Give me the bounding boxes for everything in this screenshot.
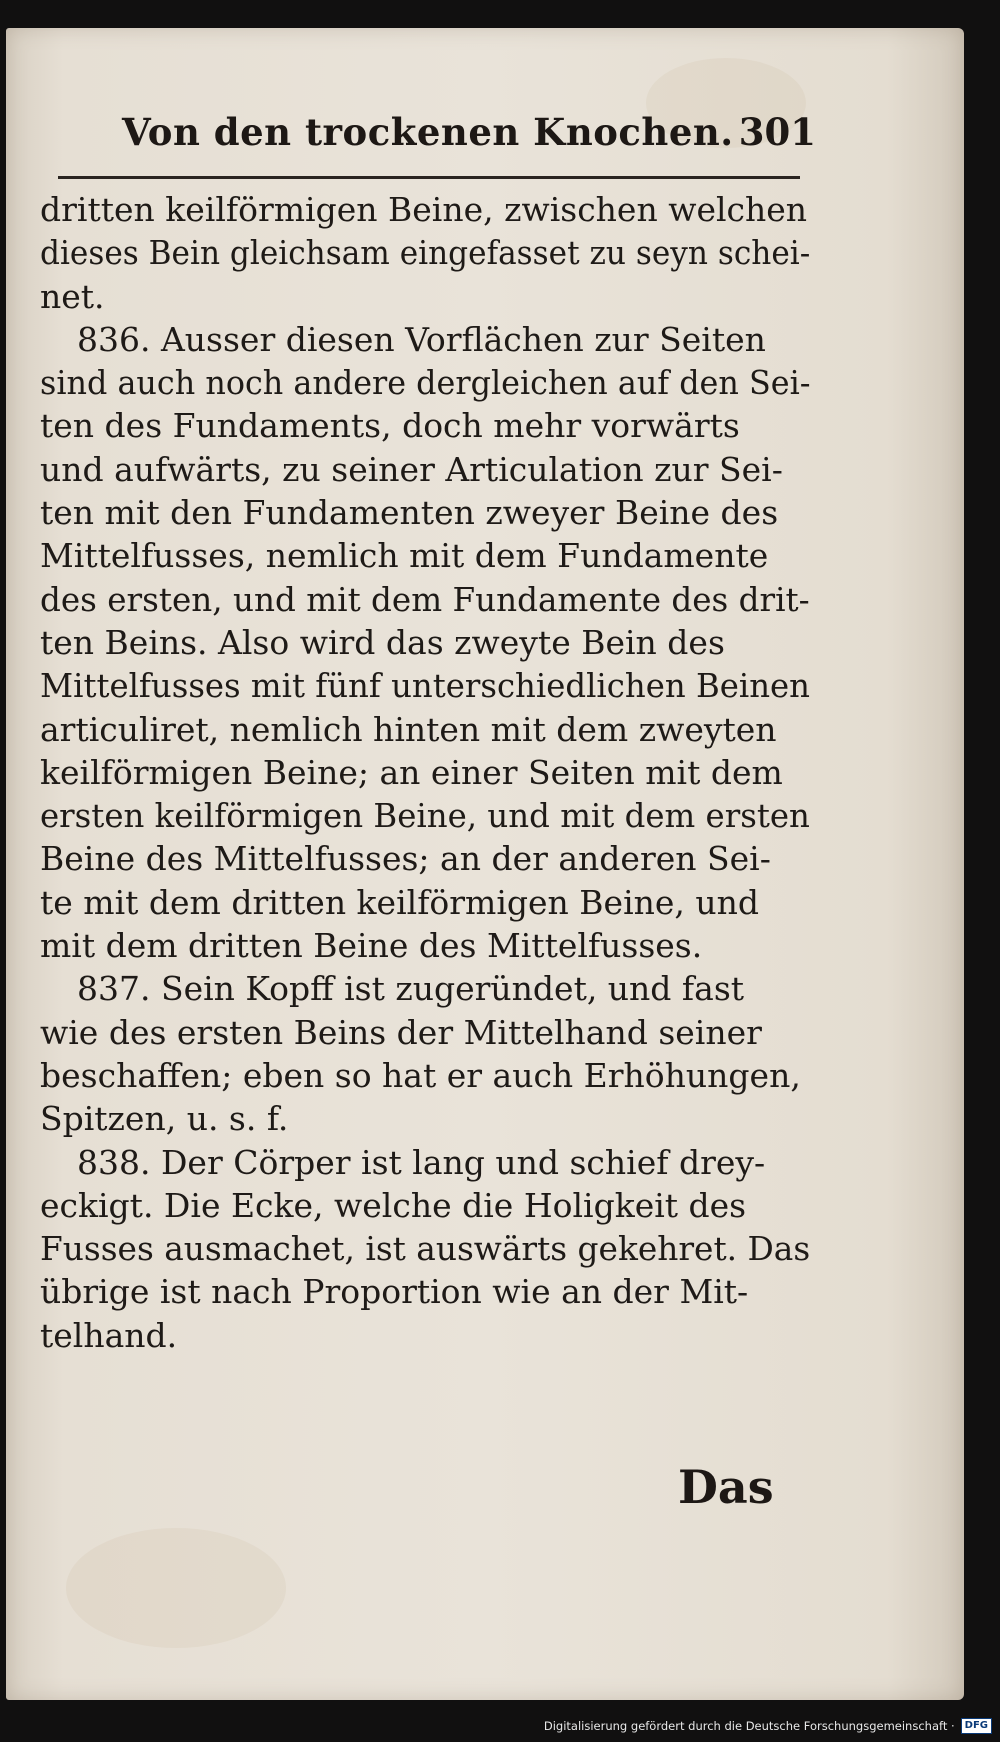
text-line: Mittelfusses mit fünf unterschiedlichen Beinen	[40, 666, 810, 706]
paragraph-836-start: 836. Ausser diesen Vorflächen zur Seiten	[77, 319, 766, 359]
text-line: ten mit den Fundamenten zweyer Beine des	[40, 493, 779, 533]
running-head	[106, 110, 816, 166]
paragraph-837-start: 837. Sein Kopff ist zugeründet, und fast	[77, 969, 745, 1009]
text-line: und aufwärts, zu seiner Articulation zur Sei-	[40, 449, 783, 489]
text-line: des ersten, und mit dem Fundamente des drit-	[40, 579, 810, 619]
text-line: ten Beins. Also wird das zweyte Bein des	[40, 622, 725, 662]
text-line: übrige ist nach Proportion wie an der Mit-	[40, 1272, 749, 1312]
text-line: dieses Bein gleichsam eingefasset zu seyn schei-	[40, 233, 811, 273]
paragraph-838-start: 838. Der Cörper ist lang und schief drey-	[77, 1142, 766, 1182]
text-line: telhand.	[40, 1315, 178, 1355]
text-line: wie des ersten Beins der Mittelhand seiner	[40, 1012, 762, 1052]
footer-credit: Digitalisierung gefördert durch die Deutsche Forschungsgemeinschaft ·	[543, 1719, 955, 1733]
text-line: Fusses ausmachet, ist auswärts gekehret. Das	[40, 1229, 811, 1269]
text-line: dritten keilförmigen Beine, zwischen welchen	[40, 190, 808, 229]
digitization-footer	[544, 1714, 992, 1738]
page-body	[40, 188, 810, 1357]
text-line: Spitzen, u. s. f.	[40, 1099, 289, 1139]
text-line: net.	[40, 276, 105, 316]
dfg-logo: DFG	[961, 1718, 992, 1734]
text-line: Mittelfusses, nemlich mit dem Fundamente	[40, 536, 769, 576]
book-page	[6, 28, 964, 1700]
text-line: Beine des Mittelfusses; an der anderen Sei-	[40, 839, 771, 879]
text-line: keilförmigen Beine; an einer Seiten mit dem	[40, 752, 783, 792]
text-line: sind auch noch andere dergleichen auf den Sei-	[40, 363, 811, 403]
text-line: mit dem dritten Beine des Mittelfusses.	[40, 926, 703, 966]
text-line: ersten keilförmigen Beine, und mit dem ersten	[40, 796, 810, 836]
page-number: 301	[738, 110, 816, 154]
text-line: te mit dem dritten keilförmigen Beine, und	[40, 882, 760, 922]
catchword: Das	[678, 1460, 774, 1514]
paper-stain	[66, 1528, 286, 1648]
text-line: articuliret, nemlich hinten mit dem zweyten	[40, 709, 777, 749]
header-rule	[58, 176, 800, 179]
text-line: eckigt. Die Ecke, welche die Holigkeit des	[40, 1185, 747, 1225]
running-head-title: Von den trockenen Knochen.	[122, 110, 734, 154]
text-line: ten des Fundaments, doch mehr vorwärts	[40, 406, 740, 446]
text-line: beschaffen; eben so hat er auch Erhöhungen,	[40, 1055, 801, 1095]
